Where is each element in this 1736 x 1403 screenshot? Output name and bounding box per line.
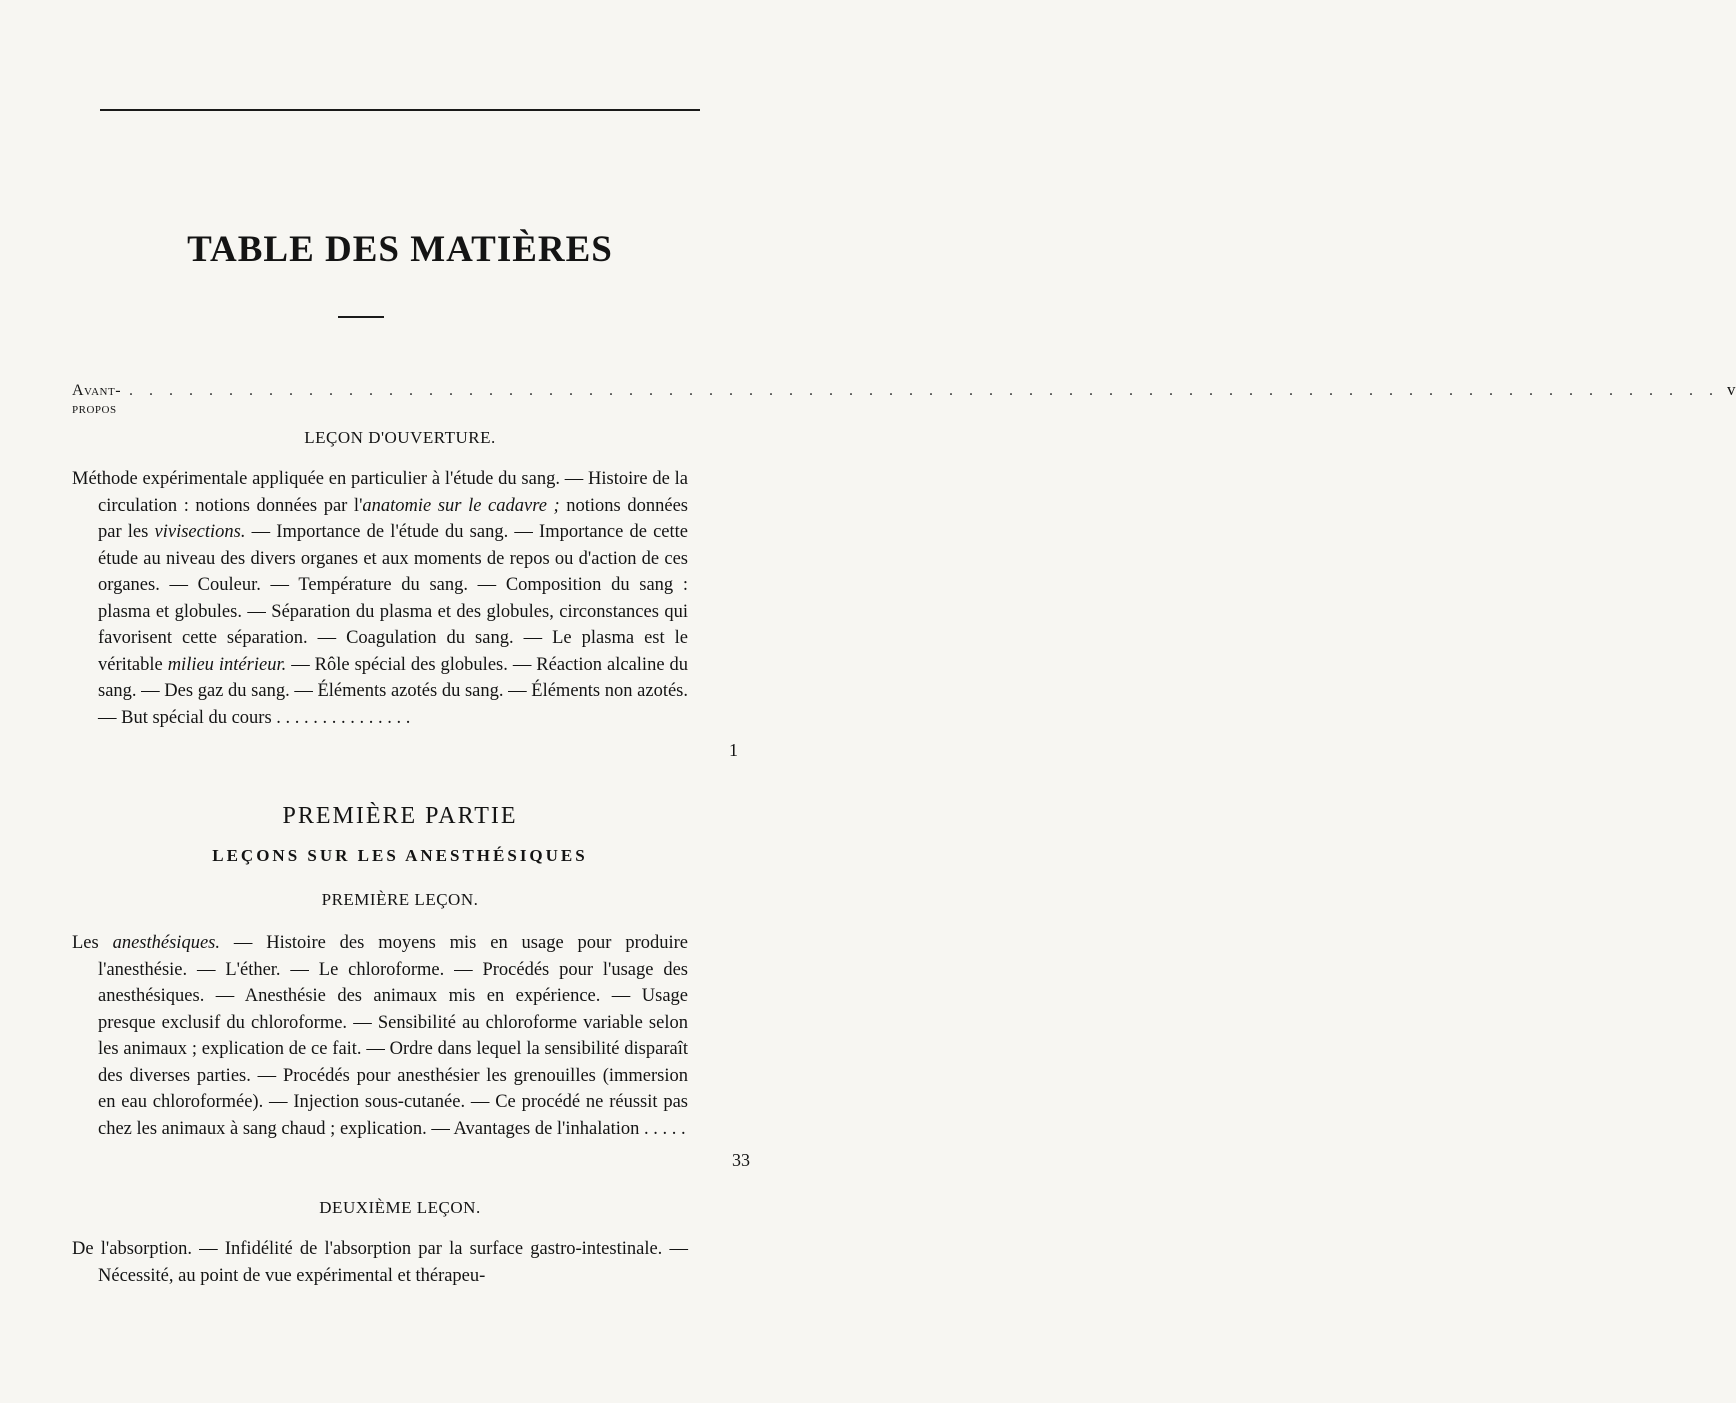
premiere-lecon-entry: Les anesthésiques. — Histoire des moyens mis en usage pour produire l'anesthésie. — L'éther. — Le chloroforme. — Procédés pour l'usage des anesthésiques. — Anesthésie des animaux mis en expérience. — Usage presque exclusif du chloroforme. — Sensibilité au chloroforme variable selon les animaux ; explication de ce fait. — Ordre dans lequel la sensibilité disparaît des diverses parties. — Procédés pour anesthésier les grenouilles (immersion en eau chloroformée). — Injection sous-cutanée. — Ce procédé ne réussit pas chez les animaux à sang chaud ; explication. — Avantages de l'inhalation . . . . . xyxy=(72,933,688,1139)
entry-text: — Importance de l'étude du sang. — Importance de cette étude au niveau des divers organes et aux moments de repos ou d'action de ces organes. — Couleur. — Température du sang. — Composition du sang : plasma et globules. — Séparation du plasma et des globules, circonstances qui favorisent cette séparation. — Coagulation du sang. — Le plasma est le véritable xyxy=(98,522,688,675)
entry-text: — Histoire des moyens mis en usage pour produire l'anesthésie. — L'éther. — Le chloroforme. — Procédés pour l'usage des anesthésiques. — Anesthésie des animaux mis en expérience. — Usage presque exclusif du chloroforme. — Sensibilité au chloroforme variable selon les animaux ; explication de ce fait. — Ordre dans lequel la sensibilité disparaît des diverses parties. — Procédés pour anesthésier les grenouilles (immersion en eau chloroformée). — Injection sous-cutanée. — Ce procédé ne réussit pas chez les animaux à sang chaud ; explication. — Avantages de l'inhalation xyxy=(98,933,688,1139)
entry-italic: anatomie sur le cadavre ; xyxy=(362,495,560,516)
top-rule xyxy=(100,109,700,111)
deuxieme-lecon-heading: DEUXIÈME LEÇON. xyxy=(319,1198,481,1217)
avant-propos-page: v xyxy=(1727,380,1736,399)
page-title: TABLE DES MATIÈRES xyxy=(187,229,613,270)
entry-italic: vivisections. xyxy=(154,522,246,542)
entry-text: Méthode expérimentale appliquée en particulier à l'étude du sang. — Histoire de la circulation : notions données par l' xyxy=(72,469,688,516)
entry-italic: milieu intérieur. xyxy=(167,654,287,675)
toc-entry-avant-propos xyxy=(72,380,1736,418)
lecon-ouverture-heading: LEÇON D'OUVERTURE. xyxy=(304,428,496,447)
premiere-lecon-page: 33 xyxy=(732,1150,750,1170)
entry-text: notions données par les xyxy=(98,495,688,542)
leader-dots: . . . . . . . . . . . . . . . . . . . . . . . . . . . . . . . . . . . . . . . . . . . . . . . . . . . . . . . . . . . . . . . . . . . . . . . . . . . . . . . . xyxy=(129,382,1720,399)
avant-propos-label: Avant-propos xyxy=(72,382,122,417)
title-divider xyxy=(338,316,384,318)
premiere-partie-subheading: LEÇONS SUR LES ANESTHÉSIQUES xyxy=(212,846,588,865)
lecon-ouverture-page: 1 xyxy=(729,740,738,760)
deuxieme-lecon-entry: De l'absorption. — Infidélité de l'absorption par la surface gastro-intestinale. — Nécessité, au point de vue expérimental et thérapeu- xyxy=(72,1239,688,1286)
premiere-lecon-heading: PREMIÈRE LEÇON. xyxy=(321,890,479,909)
lecon-ouverture-entry: Méthode expérimentale appliquée en particulier à l'étude du sang. — Histoire de la circulation : notions données par l'anatomie sur le cadavre ; notions données par les vivisections. — Importance de l'étude du sang. — Importance de cette étude au niveau des divers organes et aux moments de repos ou d'action de ces organes. — Couleur. — Température du sang. — Composition du sang : plasma et globules. — Séparation du plasma et des globules, circonstances qui favorisent cette séparation. — Coagulation du sang. — Le plasma est le véritable milieu intérieur. — Rôle spécial des globules. — Réaction alcaline du sang. — Des gaz du sang. — Éléments azotés du sang. — Éléments non azotés. — But spécial du cours . . . . . . . . . . . . . . . xyxy=(72,469,688,728)
entry-text: — Rôle spécial des globules. — Réaction alcaline du sang. — Des gaz du sang. — Éléments azotés du sang. — Éléments non azotés. — But spécial du cours xyxy=(98,654,688,728)
entry-text: Les xyxy=(72,933,113,953)
premiere-partie-heading: PREMIÈRE PARTIE xyxy=(282,803,518,829)
entry-italic: anesthésiques. xyxy=(112,933,220,953)
